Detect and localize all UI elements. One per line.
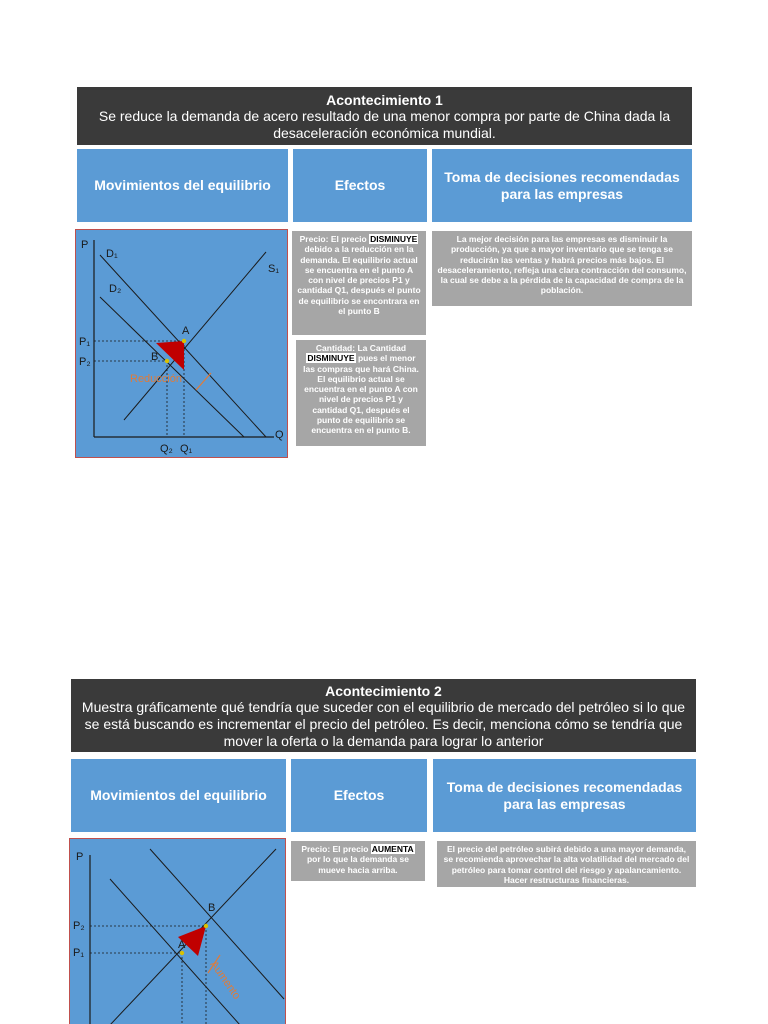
event2-demand-d1 — [110, 879, 240, 1024]
event1-efecto-precio-post: debido a la reducción en la demanda. El equilibrio actual se encuentra en el punto A con nivel de precios P1 y cantidad Q1, después el punto de equilibrio se encontrara en el punto B — [297, 244, 421, 317]
event1-point-b — [165, 359, 169, 363]
event1-efecto-cantidad-highlight: DISMINUYE — [307, 353, 355, 364]
event1-header-movimientos-label: Movimientos del equilibrio — [94, 177, 271, 193]
event2-decision-text: El precio del petróleo subirá debido a una mayor demanda, se recomienda aprovechar la alta volatilidad del mercado del petróleo para tomar control del riesgo y apalancamiento. Hacer restructuras financieras. — [443, 844, 690, 885]
event2-header-efectos — [291, 759, 427, 832]
event2-label-a: A — [178, 939, 186, 951]
event1-supply-line — [124, 252, 266, 420]
event2-header-decisiones-label: Toma de decisiones recomendadas para las empresas — [446, 778, 683, 812]
event2-subtitle: Muestra gráficamente qué tendría que suceder con el equilibrio de mercado del petróleo si lo que se está buscando es incrementar el precio del petróleo. Es decir, menciona cómo se tendría que mover la oferta o la demanda para lograr lo anterior — [81, 699, 686, 749]
event1-header-decisiones-label: Toma de decisiones recomendadas para las empresas — [444, 168, 680, 202]
event1-efecto-precio-pre: Precio: El precio — [299, 234, 367, 244]
event1-efecto-cantidad — [296, 340, 426, 446]
event1-graph — [75, 229, 288, 458]
event2-title-bar — [71, 679, 696, 752]
event2-efecto-precio-pre: Precio: El precio — [301, 844, 369, 854]
event1-demand-d2 — [100, 297, 244, 437]
event1-header-movimientos — [77, 149, 288, 222]
event1-label-p2: P₂ — [79, 356, 91, 368]
event1-label-d2: D₂ — [109, 283, 122, 295]
event2-graph — [69, 838, 286, 1024]
event2-header-decisiones — [433, 759, 696, 832]
event2-efecto-precio-post: por lo que la demanda se mueve hacia arriba. — [306, 854, 410, 875]
event1-efecto-precio — [292, 231, 426, 335]
event1-label-d1: D₁ — [106, 248, 118, 260]
event1-efecto-cantidad-post: pues el menor las compras que hará China. El equilibrio actual se encuentra en el punto A con nivel de precios P1 y cantidad Q1, después el punto de equilibrio se encuentra en el punto B. — [303, 353, 419, 436]
event2-point-a — [180, 951, 184, 955]
event2-label-p2: P₂ — [73, 920, 85, 932]
event1-graph-svg — [76, 230, 288, 458]
event1-title: Acontecimiento 1 — [326, 92, 443, 108]
event2-label-p: P — [76, 851, 84, 863]
event1-label-q2: Q₂ — [160, 443, 173, 455]
event1-subtitle: Se reduce la demanda de acero resultado de una menor compra por parte de China dada la desaceleración económica mundial. — [98, 108, 671, 141]
event1-point-a — [182, 339, 186, 343]
event2-label-arrow: Aumento — [207, 958, 243, 1002]
event1-label-p: P — [81, 239, 89, 251]
event2-decision — [437, 841, 696, 887]
event1-efecto-precio-highlight: DISMINUYE — [370, 234, 418, 244]
event1-title-bar — [77, 87, 692, 145]
event1-label-a: A — [182, 325, 190, 337]
event2-header-efectos-label: Efectos — [333, 787, 385, 803]
event1-decision — [432, 231, 692, 306]
event1-header-efectos-label: Efectos — [334, 177, 386, 193]
event1-label-q1: Q₁ — [180, 443, 193, 455]
event1-label-p1: P₁ — [79, 336, 91, 348]
event1-label-b: B — [151, 351, 159, 363]
event2-header-movimientos-label: Movimientos del equilibrio — [90, 787, 267, 803]
event2-efecto-precio-highlight: AUMENTA — [371, 844, 414, 854]
event2-graph-svg — [70, 839, 286, 1024]
event1-header-efectos — [293, 149, 427, 222]
event2-label-b: B — [208, 902, 216, 914]
event2-point-b — [204, 924, 208, 928]
event1-label-s1: S₁ — [268, 263, 280, 275]
event1-decision-text: La mejor decisión para las empresas es disminuir la producción, ya que a mayor inventario que se tenga se reducirán las ventas y habrá precios más bajos. El desaceleramiento, refleja una clara contracción del consumo, la cual se debe a la pérdida de la capacidad de compra de la población. — [437, 234, 687, 296]
event2-efecto-precio — [291, 841, 425, 881]
event1-label-q: Q — [275, 429, 284, 441]
event2-header-movimientos — [71, 759, 286, 832]
event1-shift-arrow — [196, 373, 211, 390]
event1-label-arrow: Reducción — [130, 373, 182, 385]
event1-header-decisiones — [432, 149, 692, 222]
event1-efecto-cantidad-pre: Cantidad: La Cantidad — [315, 343, 407, 353]
event2-title: Acontecimiento 2 — [325, 683, 442, 699]
event2-label-p1: P₁ — [73, 947, 85, 959]
